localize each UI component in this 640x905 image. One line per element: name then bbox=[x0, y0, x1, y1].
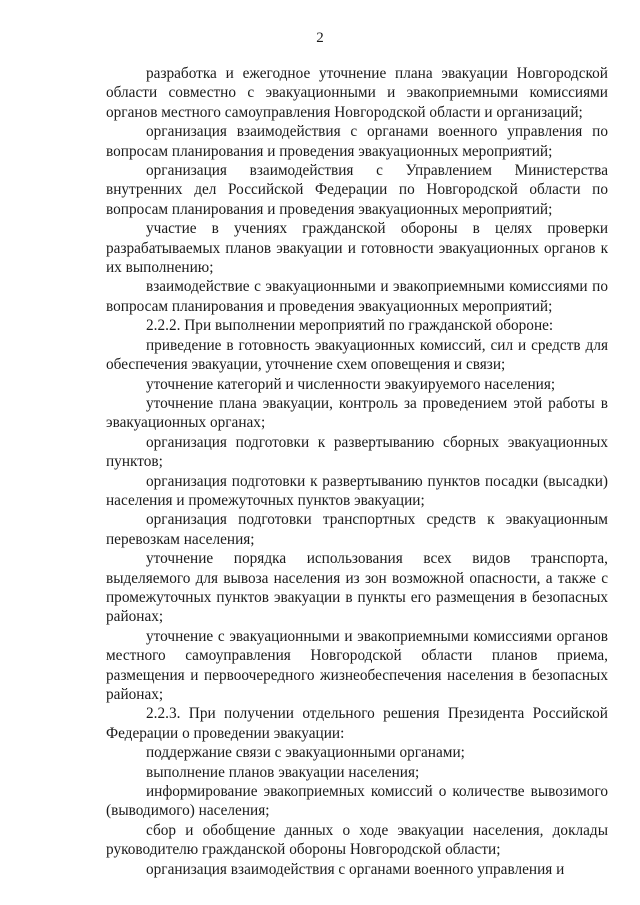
paragraph-boarding-points: организация подготовки к развертыванию пунктов посадки (высадки) населения и промежуточных пунктов эвакуации; bbox=[106, 472, 608, 509]
paragraph-transport-preparation: организация подготовки транспортных средств к эвакуационным перевозкам населения; bbox=[106, 511, 608, 548]
paragraph-evacuation-plan: разработка и ежегодное уточнение плана эвакуации Новгородской области совместно с эвакуационными и эвакоприемными комиссиями органов местного самоуправления Новгородской области и организаций; bbox=[106, 65, 608, 121]
page-number: 2 bbox=[316, 30, 324, 46]
paragraph-informing-commissions: информирование эвакоприемных комиссий о количестве вывозимого (выводимого) населения; bbox=[106, 783, 608, 820]
paragraph-civil-defense-exercises: участие в учениях гражданской обороны в целях проверки разрабатываемых планов эвакуации и готовности эвакуационных органов к их выполнению; bbox=[106, 220, 608, 277]
paragraph-plan-execution: выполнение планов эвакуации населения; bbox=[146, 763, 420, 781]
paragraph-commissions-interaction: взаимодействие с эвакуационными и эвакоприемными комиссиями по вопросам планирования и проведения эвакуационных мероприятий; bbox=[106, 278, 608, 315]
paragraph-communication: поддержание связи с эвакуационными органами; bbox=[146, 744, 465, 762]
paragraph-military-interaction: организация взаимодействия с органами военного управления по вопросам планирования и проведения эвакуационных мероприятий; bbox=[106, 123, 608, 160]
section-heading-2-2-2: 2.2.2. При выполнении мероприятий по гражданской обороне: bbox=[146, 317, 554, 335]
document-body bbox=[106, 64, 608, 879]
paragraph-data-collection: сбор и обобщение данных о ходе эвакуации населения, доклады руководителю гражданской обороны Новгородской области; bbox=[106, 821, 608, 859]
paragraph-population-categories: уточнение категорий и численности эвакуируемого населения; bbox=[146, 375, 556, 393]
section-heading-2-2-3: 2.2.3. При получении отдельного решения Президента Российской Федерации о проведении эвакуации: bbox=[106, 705, 608, 742]
paragraph-assembly-points: организация подготовки к развертыванию сборных эвакуационных пунктов; bbox=[106, 433, 608, 471]
paragraph-readiness: приведение в готовность эвакуационных комиссий, сил и средств для обеспечения эвакуации, уточнение схем оповещения и связи; bbox=[106, 336, 608, 374]
paragraph-military-interaction-continued: организация взаимодействия с органами военного управления и bbox=[146, 860, 565, 878]
paragraph-interior-ministry-interaction: организация взаимодействия с Управлением Министерства внутренних дел Российской Федерации по Новгородской области по вопросам планирования и проведения эвакуационных мероприятий; bbox=[106, 162, 608, 218]
paragraph-transport-usage: уточнение порядка использования всех видов транспорта, выделяемого для вывоза населения из зон возможной опасности, а также с промежуточных пунктов эвакуации в пункты его размещения в безопасных районах; bbox=[106, 550, 608, 626]
paragraph-reception-plans: уточнение с эвакуационными и эвакоприемными комиссиями органов местного самоуправления Новгородской области планов приема, размещения и первоочередного жизнеобеспечения населения в безопасных районах; bbox=[106, 627, 608, 703]
paragraph-plan-control: уточнение плана эвакуации, контроль за проведением этой работы в эвакуационных органах; bbox=[106, 394, 608, 432]
